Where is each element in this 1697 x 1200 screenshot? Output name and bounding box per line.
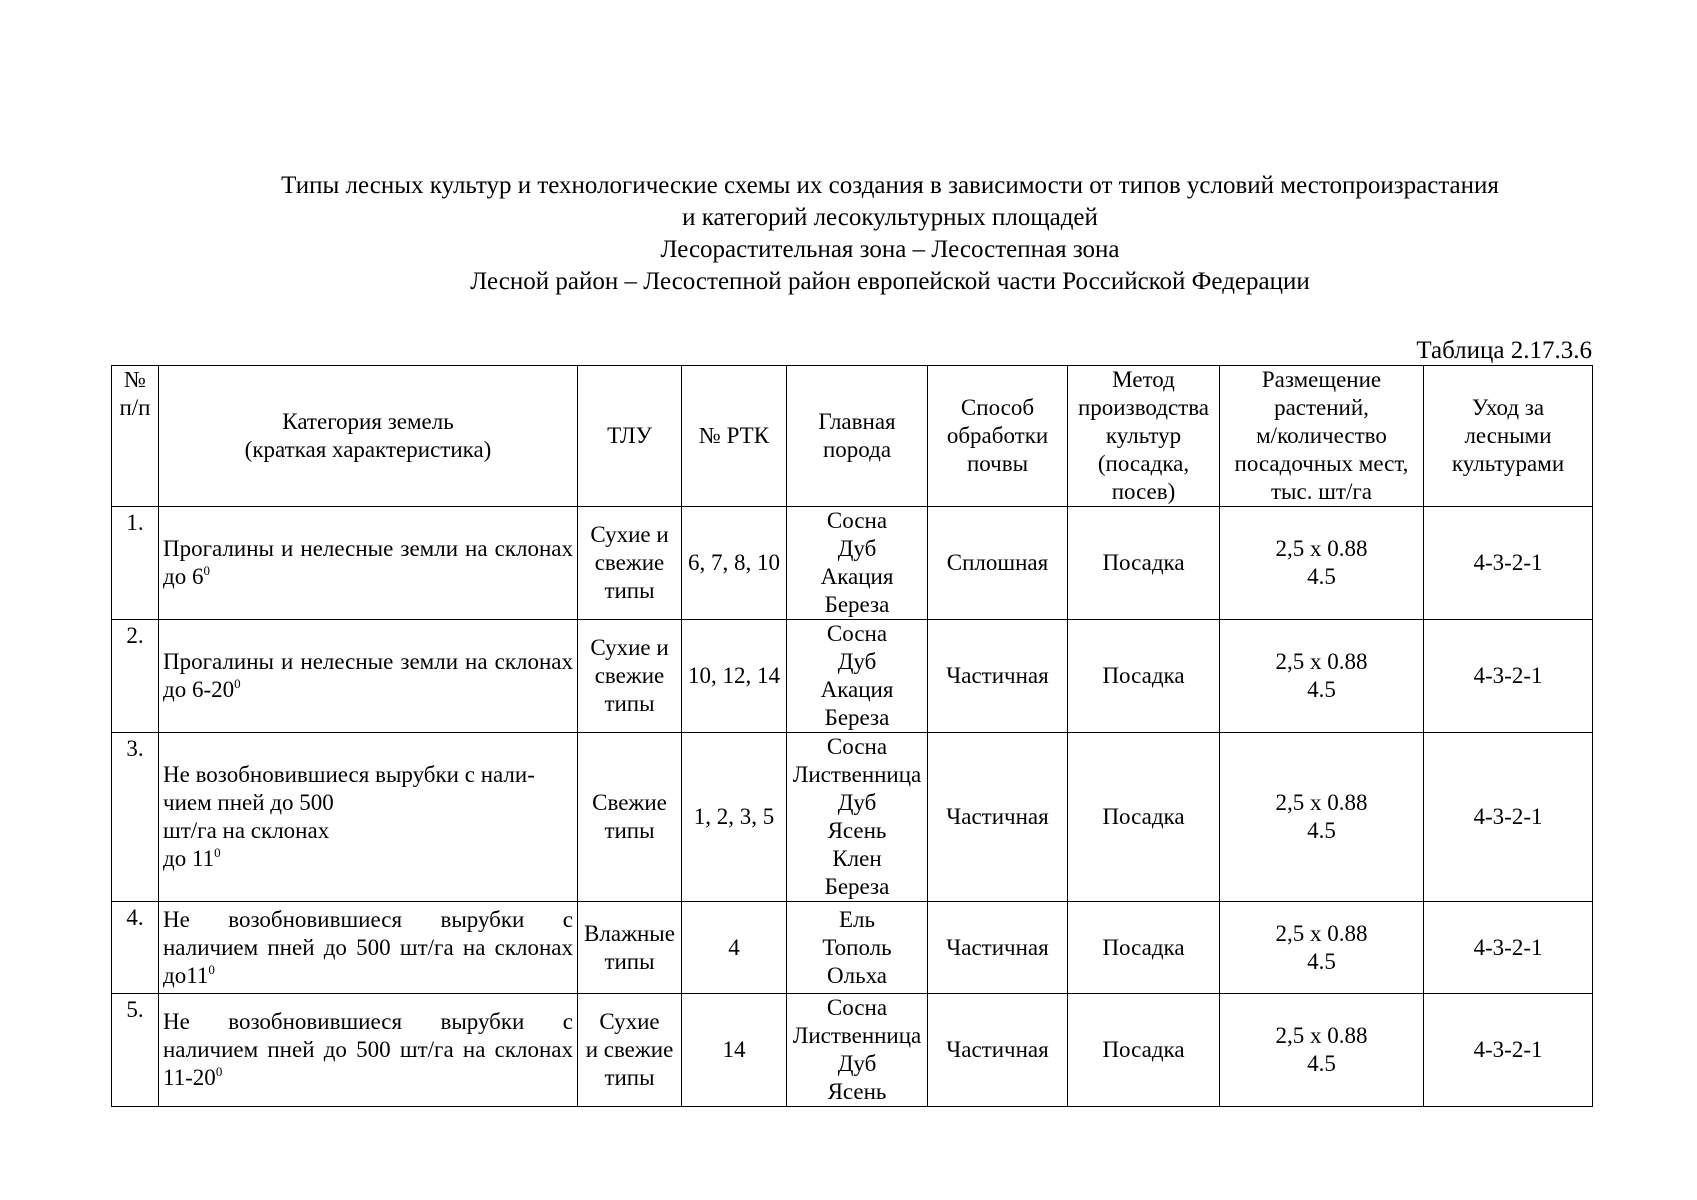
row-placement-line: 4.5: [1307, 1051, 1336, 1076]
table-row: [112, 733, 1593, 902]
row-species-line: Береза: [824, 705, 890, 730]
header-method-line: Метод: [1112, 367, 1175, 392]
header-tlu-line: ТЛУ: [607, 423, 652, 448]
row-category-line: до $11^0$: [163, 845, 221, 871]
row-tlu-line: и свежие: [585, 1037, 674, 1062]
row-species-line: Лиственница: [792, 762, 922, 787]
row-placement: [1220, 902, 1424, 994]
row-category: Не возобновившиеся вырубки с наличием пней до 500 шт/га на склонах $11-20^0$: [159, 994, 578, 1107]
row-species-line: Сосна: [826, 734, 888, 759]
header-num-line: п/п: [119, 395, 151, 420]
row-method: Посадка: [1068, 902, 1220, 994]
header-care: [1424, 366, 1593, 507]
header-species-line: порода: [822, 437, 892, 462]
row-species-line: Береза: [824, 592, 890, 617]
row-placement-line: 4.5: [1307, 818, 1336, 843]
row-tlu: [578, 902, 682, 994]
row-soil: Сплошная: [928, 507, 1068, 620]
table-header-row: [112, 366, 1593, 507]
row-tlu-line: типы: [604, 948, 655, 974]
table-row: [112, 994, 1593, 1107]
row-category: Прогалины и нелесные земли на склонах до $6^0$: [159, 507, 578, 620]
title-line-1: Типы лесных культур и технологические схемы их создания в зависимости от типов условий местопроизрастания: [281, 172, 1499, 199]
header-care-line: лесными: [1464, 423, 1552, 448]
row-placement-line: 4.5: [1307, 564, 1336, 589]
row-rtk: 6, 7, 8, 10: [682, 507, 787, 620]
row-care: 4-3-2-1: [1424, 620, 1593, 733]
row-placement-line: 2,5 х 0.88: [1275, 1023, 1368, 1048]
header-method-line: производства: [1078, 395, 1209, 420]
header-care-line: Уход за: [1471, 395, 1545, 420]
header-species-line: Главная: [818, 409, 896, 434]
header-num: [112, 366, 159, 507]
title-line-3: Лесорастительная зона – Лесостепная зона: [660, 236, 1120, 263]
row-rtk: 14: [682, 994, 787, 1107]
header-rtk: [682, 366, 787, 507]
row-placement: [1220, 733, 1424, 902]
header-soil-line: Способ: [960, 395, 1035, 420]
table-body: [112, 507, 1593, 1107]
table-number: Таблица 2.17.3.6: [1416, 337, 1592, 364]
row-species-line: Дуб: [837, 536, 877, 561]
row-placement: [1220, 620, 1424, 733]
row-species-line: Лиственница: [792, 1023, 922, 1048]
row-tlu-line: свежие: [594, 550, 665, 575]
row-species-line: Акация: [820, 564, 894, 589]
row-placement-line: 4.5: [1307, 677, 1336, 702]
header-placement-line: Размещение: [1261, 367, 1382, 392]
row-soil: Частичная: [928, 733, 1068, 902]
row-placement-line: 2,5 х 0.88: [1275, 790, 1368, 815]
row-species-line: Ясень: [827, 818, 887, 843]
row-tlu: [578, 733, 682, 902]
row-soil: Частичная: [928, 994, 1068, 1107]
degree-superscript: 0: [215, 1064, 223, 1079]
row-method: Посадка: [1068, 507, 1220, 620]
header-care-line: культурами: [1451, 451, 1565, 476]
header-rtk-line: № РТК: [698, 423, 770, 448]
row-placement-line: 2,5 х 0.88: [1275, 920, 1368, 946]
row-species-line: Ясень: [827, 1079, 887, 1104]
header-category: [159, 366, 578, 507]
row-rtk: 1, 2, 3, 5: [682, 733, 787, 902]
forest-cultures-table: [111, 365, 1593, 1107]
header-species: [787, 366, 928, 507]
row-category: [159, 733, 578, 902]
header-category-line: (краткая характеристика): [244, 437, 492, 462]
header-placement-line: тыс. шт/га: [1270, 479, 1372, 504]
row-number: 3.: [112, 733, 159, 902]
title-line-4: Лесной район – Лесостепной район европейской части Российской Федерации: [470, 268, 1310, 295]
row-species-line: Сосна: [826, 621, 888, 646]
document-title: [190, 170, 1590, 298]
row-method: Посадка: [1068, 620, 1220, 733]
row-tlu-line: Сухие и: [590, 522, 669, 547]
row-placement: [1220, 994, 1424, 1107]
header-category-line: Категория земель: [282, 409, 454, 434]
header-placement-line: м/количество: [1256, 423, 1387, 448]
row-placement-line: 4.5: [1307, 948, 1336, 974]
row-tlu: [578, 994, 682, 1107]
row-tlu-line: Влажные: [584, 920, 675, 946]
row-category: Прогалины и нелесные земли на склонах до $6-20^0$: [159, 620, 578, 733]
header-method-line: посев): [1111, 479, 1176, 504]
row-care: 4-3-2-1: [1424, 994, 1593, 1107]
row-tlu: [578, 507, 682, 620]
header-method-line: культур: [1105, 423, 1182, 448]
degree-superscript: 0: [203, 563, 210, 578]
table-row: [112, 507, 1593, 620]
degree-superscript: 0: [234, 676, 241, 691]
row-species-line: Дуб: [837, 649, 877, 674]
header-method: [1068, 366, 1220, 507]
table-row: [112, 902, 1593, 994]
row-placement-line: 2,5 х 0.88: [1275, 536, 1368, 561]
header-soil-line: обработки: [946, 423, 1049, 448]
row-placement: [1220, 507, 1424, 620]
row-tlu-line: свежие: [594, 663, 665, 688]
row-tlu-line: Свежие: [592, 790, 667, 815]
row-method: Посадка: [1068, 733, 1220, 902]
title-line-2: и категорий лесокультурных площадей: [682, 204, 1098, 231]
header-soil: [928, 366, 1068, 507]
header-placement-line: растений,: [1274, 395, 1369, 420]
row-species: [787, 994, 928, 1107]
header-num-line: №: [124, 367, 146, 392]
row-species-line: Береза: [824, 874, 890, 899]
header-method-line: (посадка,: [1097, 451, 1190, 476]
row-number: 4.: [112, 902, 159, 994]
row-species-line: Сосна: [826, 995, 888, 1020]
row-category-line: Не возобновившиеся вырубки с нали-: [163, 762, 535, 787]
row-care: 4-3-2-1: [1424, 507, 1593, 620]
row-tlu-line: типы: [604, 1065, 655, 1090]
row-placement-line: 2,5 х 0.88: [1275, 649, 1368, 674]
row-species-line: Ольха: [827, 962, 887, 988]
header-placement: [1220, 366, 1424, 507]
row-species-line: Дуб: [837, 1051, 877, 1076]
row-number: 5.: [112, 994, 159, 1107]
degree-superscript: 0: [214, 845, 221, 860]
row-tlu: [578, 620, 682, 733]
row-care: 4-3-2-1: [1424, 733, 1593, 902]
row-number: 2.: [112, 620, 159, 733]
row-tlu-line: типы: [604, 691, 655, 716]
row-number: 1.: [112, 507, 159, 620]
row-species-line: Акация: [820, 677, 894, 702]
row-species: [787, 902, 928, 994]
header-placement-line: посадочных мест,: [1234, 451, 1409, 476]
row-category-line: шт/га на склонах: [163, 818, 330, 843]
row-species-line: Ель: [838, 906, 876, 932]
row-care: 4-3-2-1: [1424, 902, 1593, 994]
row-species-line: Клен: [832, 846, 882, 871]
row-tlu-line: типы: [604, 818, 655, 843]
row-species-line: Тополь: [822, 934, 892, 960]
row-soil: Частичная: [928, 902, 1068, 994]
degree-superscript: 0: [208, 961, 215, 977]
header-tlu: [578, 366, 682, 507]
row-method: Посадка: [1068, 994, 1220, 1107]
row-category: Не возобновившиеся вырубки с наличием пней до 500 шт/га на склонах $до11^0$: [159, 902, 578, 994]
row-tlu-line: Сухие и: [590, 635, 669, 660]
header-soil-line: почвы: [966, 451, 1029, 476]
row-species-line: Дуб: [837, 790, 877, 815]
row-tlu-line: типы: [604, 578, 655, 603]
row-species: [787, 620, 928, 733]
row-soil: Частичная: [928, 620, 1068, 733]
row-rtk: 10, 12, 14: [682, 620, 787, 733]
row-species-line: Сосна: [826, 508, 888, 533]
row-species: [787, 507, 928, 620]
table-row: [112, 620, 1593, 733]
row-tlu-line: Сухие: [599, 1009, 660, 1034]
row-species: [787, 733, 928, 902]
row-category-line: чием пней до 500: [163, 790, 334, 815]
row-rtk: 4: [682, 902, 787, 994]
